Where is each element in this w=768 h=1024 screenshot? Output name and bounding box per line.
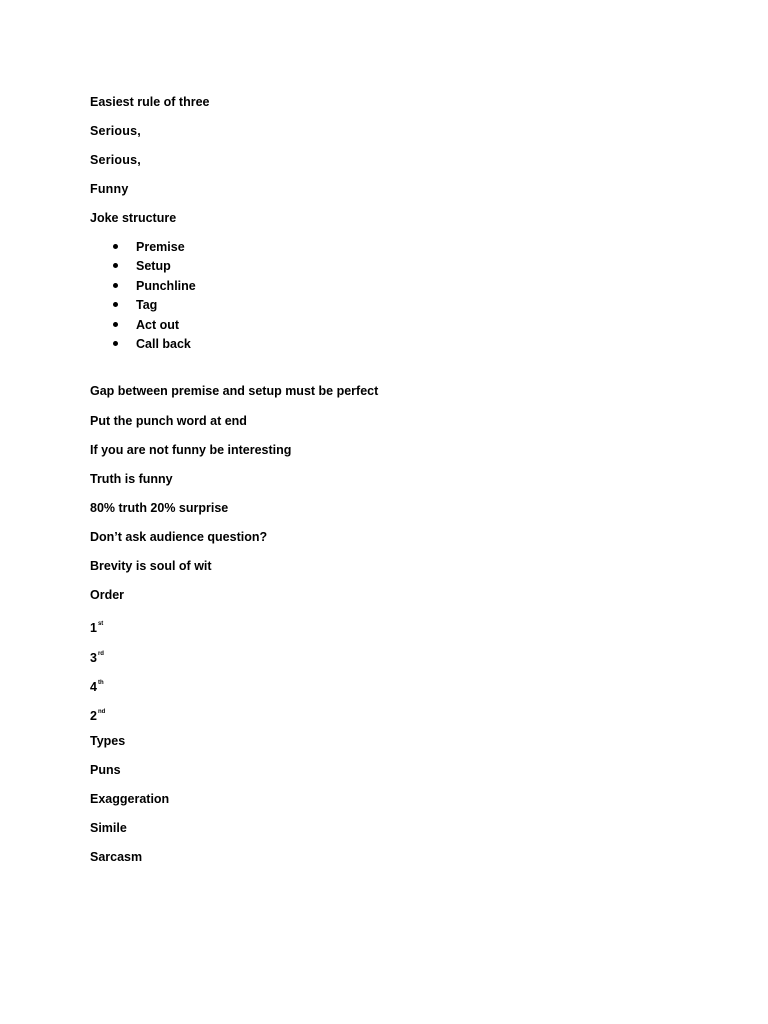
list-item-label: Setup [136, 259, 171, 274]
type-item-1: Puns [90, 763, 121, 777]
bullet-icon [113, 302, 118, 307]
list-item-label: Tag [136, 298, 158, 313]
tip-6: Don’t ask audience question? [90, 530, 268, 544]
bullet-icon [113, 322, 118, 327]
list-item-label: Punchline [136, 278, 196, 293]
type-item-3: Simile [90, 821, 127, 835]
list-item-label: Premise [136, 240, 185, 254]
rule-item-3: Funny [90, 182, 129, 196]
tip-4: Truth is funny [90, 472, 173, 486]
bullet-icon [113, 283, 118, 288]
tip-1: Gap between premise and setup must be perfect [90, 384, 379, 398]
order-item-1: 1st [90, 621, 104, 635]
tip-3: If you are not funny be interesting [90, 443, 292, 457]
bullet-icon [113, 244, 118, 249]
list-item-label: Act out [136, 317, 180, 332]
order-item-4: 2nd [90, 709, 106, 723]
order-item-2: 3rd [90, 651, 104, 665]
joke-structure-heading: Joke structure [90, 211, 177, 225]
order-item-3: 4th [90, 680, 104, 694]
bullet-icon [113, 341, 118, 346]
tip-7: Brevity is soul of wit [90, 559, 212, 573]
bullet-icon [113, 263, 118, 268]
tip-2: Put the punch word at end [90, 414, 247, 428]
order-heading: Order [90, 588, 125, 602]
rule-of-three-heading: Easiest rule of three [90, 95, 210, 109]
rule-item-2: Serious, [90, 153, 141, 167]
tip-5: 80% truth 20% surprise [90, 501, 229, 515]
type-item-2: Exaggeration [90, 792, 170, 806]
type-item-4: Sarcasm [90, 850, 143, 864]
types-heading: Types [90, 734, 126, 748]
list-item-label: Call back [136, 336, 191, 351]
rule-item-1: Serious, [90, 124, 141, 138]
